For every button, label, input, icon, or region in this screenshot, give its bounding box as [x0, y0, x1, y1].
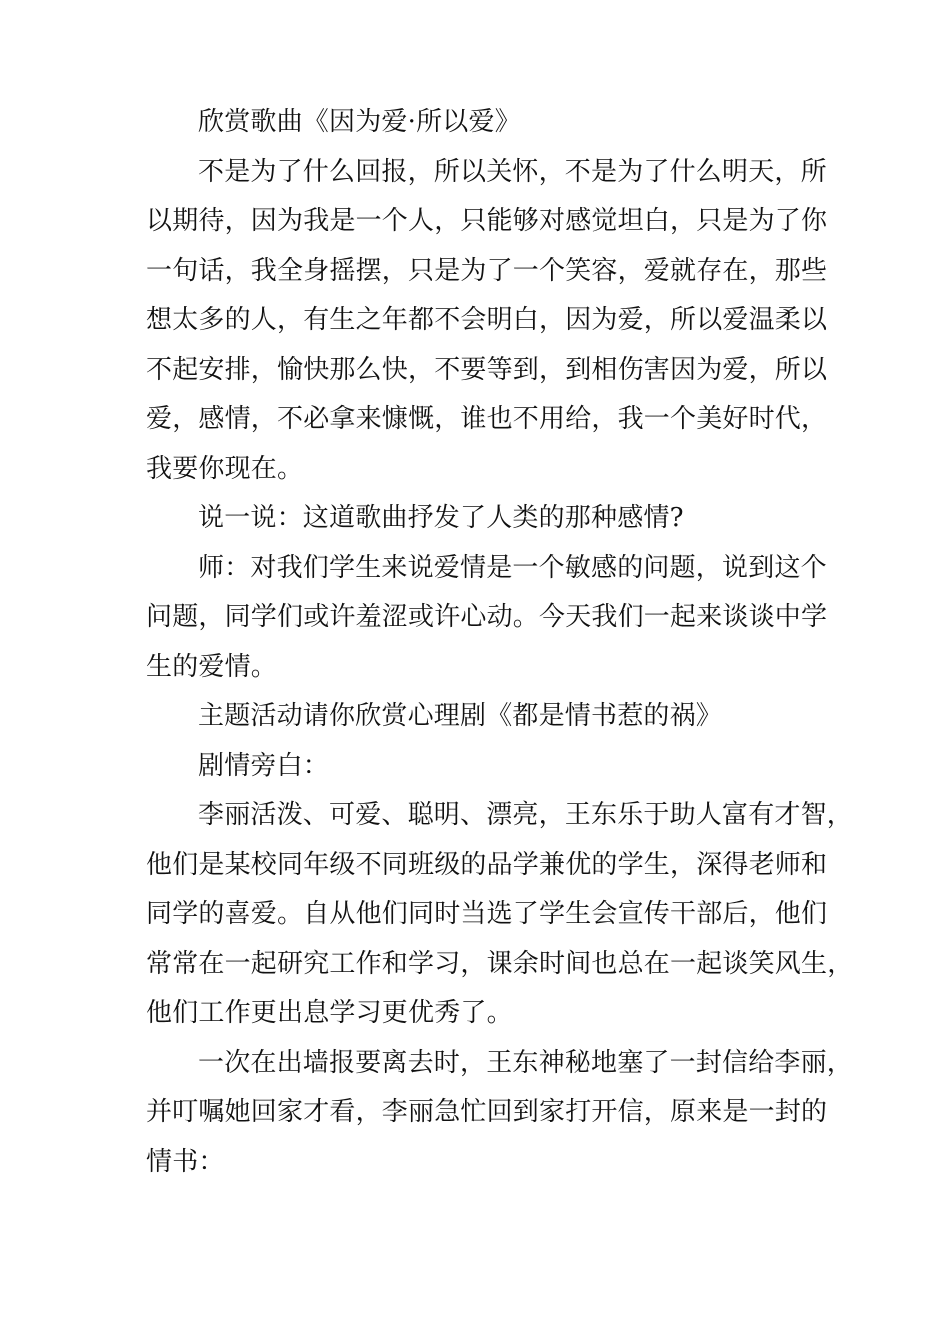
lyrics-line: 不是为了什么回报，所以关怀，不是为了什么明天，所 — [198, 156, 827, 187]
discussion-question-line: 说一说：这道歌曲抒发了人类的那种感情? — [198, 503, 684, 533]
document-body — [146, 98, 854, 1187]
story-paragraph-line: 他们工作更出息学习更优秀了。 — [146, 998, 513, 1028]
lyrics-line: 我要你现在。 — [146, 453, 304, 484]
lyrics-line: 以期待，因为我是一个人，只能够对感觉坦白，只是为了你 — [146, 206, 828, 236]
lyrics-line: 想太多的人，有生之年都不会明白，因为爱，所以爱温柔以 — [146, 305, 828, 335]
song-title-line: 欣赏歌曲《因为爱·所以爱》 — [198, 107, 521, 137]
story-paragraph-line: 常常在一起研究工作和学习，课余时间也总在一起谈笑风生， — [146, 948, 854, 979]
theme-activity-line: 主题活动请你欣赏心理剧《都是情书惹的祸》 — [198, 701, 723, 731]
teacher-paragraph-line: 生的爱情。 — [146, 651, 278, 682]
narration-heading-line: 剧情旁白： — [198, 750, 330, 781]
teacher-paragraph-line: 问题，同学们或许羞涩或许心动。今天我们一起来谈谈中学 — [146, 602, 828, 632]
lyrics-line: 爱，感情，不必拿来慷慨，谁也不用给，我一个美好时代， — [146, 404, 828, 434]
story-paragraph-line: 李丽活泼、可爱、聪明、漂亮，王东乐于助人富有才智， — [198, 800, 854, 830]
lyrics-line: 不起安排，愉快那么快，不要等到，到相伤害因为爱，所以 — [146, 354, 828, 385]
teacher-paragraph-line: 师：对我们学生来说爱情是一个敏感的问题，说到这个 — [198, 552, 827, 583]
story-paragraph-line: 同学的喜爱。自从他们同时当选了学生会宣传干部后，他们 — [146, 899, 828, 929]
story-paragraph-line: 他们是某校同年级不同班级的品学兼优的学生，深得老师和 — [146, 849, 828, 880]
letter-paragraph-line: 并叮嘱她回家才看，李丽急忙回到家打开信，原来是一封的 — [146, 1097, 828, 1127]
letter-paragraph-line: 一次在出墙报要离去时，王东神秘地塞了一封信给李丽， — [198, 1047, 854, 1078]
letter-paragraph-line: 情书： — [146, 1146, 225, 1177]
lyrics-line: 一句话，我全身摇摆，只是为了一个笑容，爱就存在，那些 — [146, 255, 828, 286]
